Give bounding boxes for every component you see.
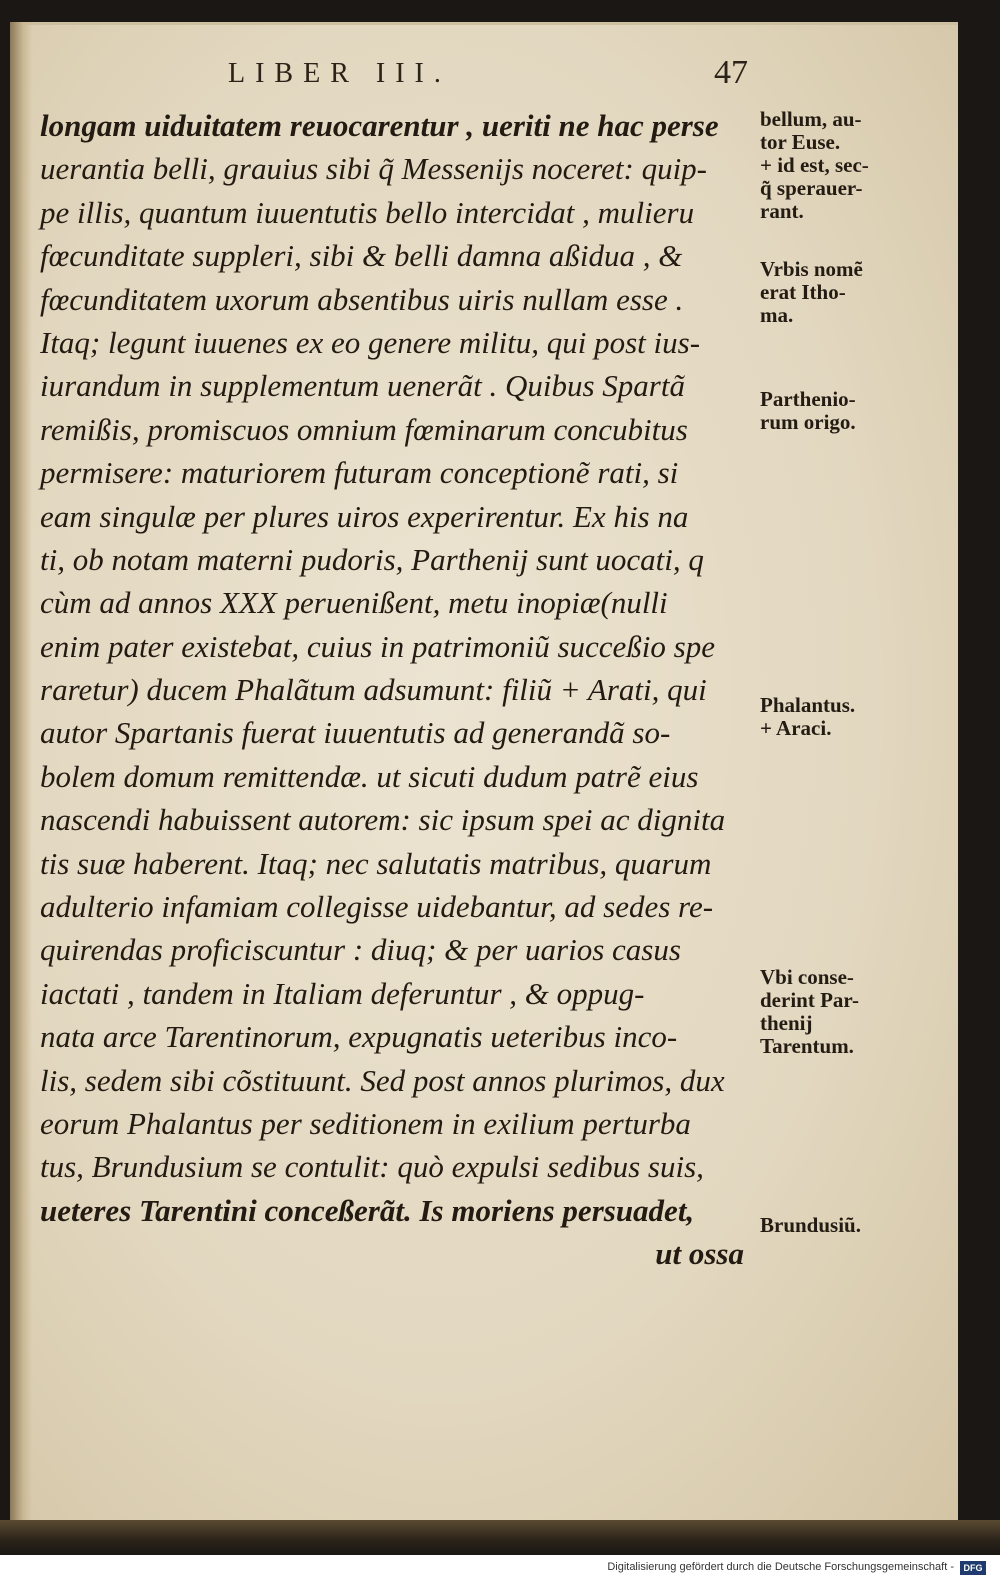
- main-text-block: [40, 104, 752, 1276]
- text-line: iurandum in supplementum uenerãt . Quibus Spartã: [40, 368, 685, 404]
- marginal-note-line: thenij: [760, 1011, 813, 1035]
- marginal-note-line: Tarentum.: [760, 1034, 854, 1058]
- text-line: lis, sedem sibi cõstituunt. Sed post annos plurimos, dux: [40, 1062, 725, 1098]
- text-line: enim pater existebat, cuius in patrimoniũ succeßio spe: [40, 628, 715, 664]
- text-line: remißis, promiscuos omnium fœminarum concubitus: [40, 411, 688, 447]
- text-line: fœcunditate suppleri, sibi & belli damna aßidua , &: [40, 238, 683, 274]
- text-line: autor Spartanis fuerat iuuentutis ad generandã so-: [40, 715, 671, 751]
- text-line: adulterio infamiam collegisse uidebantur, ad sedes re-: [40, 889, 714, 925]
- text-line: tis suæ haberent. Itaq; nec salutatis matribus, quarum: [40, 845, 712, 881]
- running-title: LIBER III.: [228, 58, 451, 89]
- marginal-note-line: Vrbis nomẽ: [760, 257, 863, 281]
- marginal-note-line: Vbi conse-: [760, 965, 854, 989]
- marginal-note-line: Brundusiũ.: [760, 1213, 861, 1237]
- text-line: iactati , tandem in Italiam deferuntur , & oppug-: [40, 975, 645, 1011]
- page-gutter-shadow: [10, 22, 32, 1520]
- marginal-note-line: Parthenio-: [760, 387, 856, 411]
- marginal-note: [760, 694, 945, 740]
- catchword: ut ossa: [655, 1236, 744, 1272]
- marginal-note-line: + Araci.: [760, 716, 832, 740]
- marginal-note: [760, 966, 945, 1058]
- text-line: ueteres Tarentini conceßerãt. Is moriens persuadet,: [40, 1192, 695, 1228]
- text-line: nata arce Tarentinorum, expugnatis ueteribus inco-: [40, 1019, 678, 1055]
- marginal-note-line: Phalantus.: [760, 693, 856, 717]
- page-bottom-edge: [0, 1520, 1000, 1555]
- marginal-note-line: ma.: [760, 303, 794, 327]
- text-line: cùm ad annos XXX peruenißent, metu inopiæ(nulli: [40, 585, 668, 621]
- marginal-note: [760, 108, 945, 223]
- marginal-note-line: rant.: [760, 199, 804, 223]
- text-line: pe illis, quantum iuuentutis bello intercidat , mulieru: [40, 194, 695, 230]
- marginal-note-line: bellum, au-: [760, 107, 862, 131]
- marginal-note: [760, 258, 945, 327]
- text-line: permisere: maturiorem futuram conceptionẽ rati, si: [40, 455, 679, 491]
- text-line: tus, Brundusium se contulit: quò expulsi sedibus suis,: [40, 1149, 704, 1185]
- text-line: fœcunditatem uxorum absentibus uiris nullam esse .: [40, 281, 684, 317]
- text-line: bolem domum remittendæ. ut sicuti dudum patrẽ eius: [40, 758, 699, 794]
- text-line: eorum Phalantus per seditionem in exilium perturba: [40, 1105, 691, 1141]
- text-line: eam singulæ per plures uiros experirentur. Ex his na: [40, 498, 689, 534]
- text-line: longam uiduitatem reuocarentur , ueriti ne hac perse: [40, 108, 719, 143]
- marginal-note-line: q̃ sperauer-: [760, 176, 863, 200]
- text-line: ti, ob notam materni pudoris, Parthenij sunt uocati, q: [40, 541, 704, 577]
- text-line: raretur) ducem Phalãtum adsumunt: filiũ + Arati, qui: [40, 672, 707, 708]
- marginal-note: [760, 1214, 945, 1237]
- text-line: uerantia belli, grauius sibi q̃ Messenijs noceret: quip-: [40, 151, 707, 187]
- dfg-logo: DFG: [960, 1561, 986, 1575]
- text-line: Itaq; legunt iuuenes ex eo genere militu, qui post ius-: [40, 324, 701, 360]
- footer-bar: [0, 1555, 1000, 1584]
- marginal-note: [760, 388, 945, 434]
- funding-credit: Digitalisierung gefördert durch die Deutsche Forschungsgemeinschaft -: [607, 1561, 954, 1573]
- running-head: [228, 54, 748, 98]
- marginal-note-line: + id est, sec-: [760, 153, 869, 177]
- marginal-note-line: rum origo.: [760, 410, 856, 434]
- marginal-note-line: derint Par-: [760, 988, 859, 1012]
- marginal-note-line: tor Euse.: [760, 130, 841, 154]
- page-number: 47: [714, 54, 748, 91]
- text-line: quirendas proficiscuntur : diuq; & per uarios casus: [40, 932, 681, 968]
- text-line: nascendi habuissent autorem: sic ipsum spei ac dignita: [40, 802, 726, 838]
- marginal-note-line: erat Itho-: [760, 280, 846, 304]
